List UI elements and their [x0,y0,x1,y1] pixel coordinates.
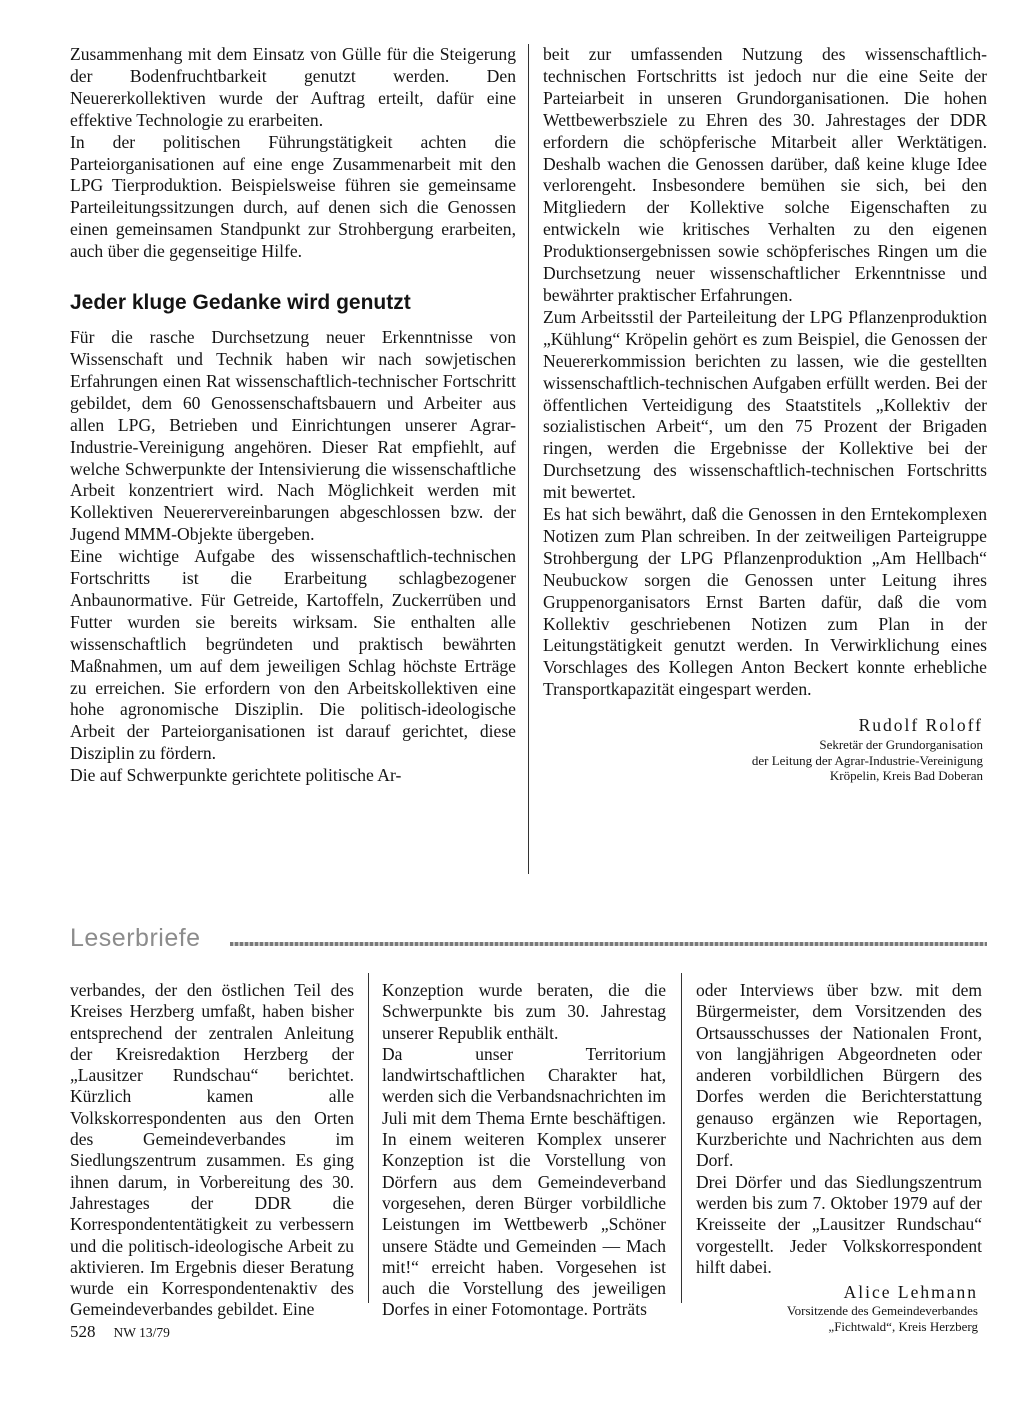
paragraph: Eine wichtige Aufgabe des wissenschaftlich-technischen Fortschritts ist die Erarbeitung schlagbezogener Anbaunormative. Für Getreide, Kartoffeln, Zuckerrüben und Futter wurden sie bereits wirksam. Sie enthalten alle wissenschaftlich begründeten und praktisch bewährten Maßnahmen, um auf dem jeweiligen Schlag höchste Erträge zu erreichen. Sie erfordern von den Arbeitskollektiven eine hohe agronomische Disziplin. Die politisch-ideologische Arbeit der Parteiorganisationen ist darauf gerichtet, diese Disziplin zu fördern. [70,546,516,764]
page-footer [70,1322,170,1342]
paragraph: Zusammenhang mit dem Einsatz von Gülle für die Steigerung der Bodenfruchtbarkeit genutzt werden. Den Neuererkollektiven wurde der Auftrag erteilt, dafür eine effektive Technologie zu erarbeiten. [70,44,516,130]
letters-column-1 [70,980,354,1321]
paragraph: Drei Dörfer und das Siedlungszentrum werden bis zum 7. Oktober 1979 auf der Kreisseite der „Lausitzer Rundschau“ vorgestellt. Jeder Volkskorrespondent hilft dabei. [696,1171,982,1277]
letters-column-3 [696,980,982,1334]
paragraph: Die auf Schwerpunkte gerichtete politische Ar- [70,765,402,786]
section-banner [70,924,987,954]
paragraph: Konzeption wurde beraten, die die Schwerpunkte bis zum 30. Jahrestag unserer Republik enthält. [382,980,666,1043]
letters-column-2 [382,980,666,1321]
banner-rule [230,942,987,946]
author-role-line: Sekretär der Grundorganisation [819,737,983,753]
paragraph: Es hat sich bewährt, daß die Genossen in den Erntekomplexen Notizen zum Plan schreiben. In der zeitweiligen Parteigruppe Strohbergung der LPG Pflanzenproduktion „Am Hellbach“ Neubuckow sorgen die Genossen unter Leitung ihres Gruppenorganisators Ernst Barten dafür, daß die vom Kollektiv geschriebenen Notizen zum Plan in der Leitungstätigkeit genutzt werden. In Verwirklichung eines Vorschlages des Kollegen Anton Beckert konnte erhebliche Transportkapazität eingespart werden. [543,504,987,700]
paragraph: oder Interviews über bzw. mit dem Bürgermeister, dem Vorsitzenden des Ortsausschusses der Nationalen Front, von langjährigen Abgeordneten oder anderen vorbildlichen Bürgern des Dorfes werden die Berichterstattung genauso ergänzen wie Reportagen, Kurzberichte und Nachrichten aus dem Dorf. [696,980,982,1171]
paragraph: Für die rasche Durchsetzung neuer Erkenntnisse von Wissenschaft und Technik haben wir nach sowjetischen Erfahrungen einen Rat wissenschaftlich-technischer Fortschritt gebildet, dem 60 Genossenschaftsbauern und Arbeiter aus allen LPG, Betrieben und Einrichtungen unserer Agrar-Industrie-Vereinigung angehören. Dieser Rat empfiehlt, auf welche Schwerpunkte der Intensivierung die wissenschaftliche Arbeit konzentriert wird. Nach Möglichkeit werden mit Kollektiven Neuerervereinbarungen abgeschlossen bzw. der Jugend MMM-Objekte übergeben. [70,327,516,545]
paragraph: In der politischen Führungstätigkeit achten die Parteiorganisationen auf eine enge Zusammenarbeit mit den LPG Tierproduktion. Beispielsweise führen sie gemeinsame Parteileitungssitzungen durch, auf denen sich die Genossen einen gemeinsamen Standpunkt zur Strohbergung erarbeiten, auch über die gegenseitige Hilfe. [70,131,516,262]
column-divider [681,973,682,1303]
column-divider [368,973,369,1303]
author-role-line: der Leitung der Agrar-Industrie-Vereinigung [751,752,983,768]
author-role-line: Vorsitzende des Gemeindeverbandes [786,1303,978,1319]
issue-label: NW 13/79 [113,1325,170,1340]
column-divider [528,44,529,874]
section-label: Leserbriefe [70,924,201,952]
page-number: 528 [70,1322,96,1341]
author-role-line: „Fichtwald“, Kreis Herzberg [828,1318,978,1334]
article-column-right [543,44,987,784]
section-heading: Jeder kluge Gedanke wird genutzt [70,291,411,315]
paragraph: verbandes, der den östlichen Teil des Kreises Herzberg umfaßt, haben bisher entsprechend der zentralen Anleitung der Kreisredaktion Herzberg der „Lausitzer Rundschau“ berichtet. Kürzlich kamen alle Volkskorrespondenten aus den Orten des Gemeindeverbandes im Siedlungszentrum zusammen. Es ging ihnen darum, in Vorbereitung des 30. Jahrestages der DDR die Korrespondententätigkeit zu verbessern und die politisch-ideologische Arbeit zu aktivieren. Im Ergebnis dieser Beratung wurde ein Korrespondentenaktiv des Gemeindeverbandes gebildet. Eine [70,980,354,1320]
paragraph: Zum Arbeitsstil der Parteileitung der LPG Pflanzenproduktion „Kühlung“ Kröpelin gehört es zum Beispiel, die Genossen der Neuererkommission berichten zu lassen, wie die gestellten wissenschaftlich-technischen Aufgaben erfüllt werden. Bei der öffentlichen Verteidigung des Staatstitels „Kollektiv der sozialistischen Arbeit“, um den 75 Prozent der Brigaden ringen, werden die Ergebnisse der Kollektive bei der Durchsetzung des wissenschaftlich-technischen Fortschritts mit bewertet. [543,306,987,503]
paragraph: beit zur umfassenden Nutzung des wissenschaftlich-technischen Fortschritts ist jedoch nur die eine Seite der Parteiarbeit in unseren Grundorganisationen. Die hohen Wettbewerbsziele zu Ehren des 30. Jahrestages der DDR erfordern die schöpferische Mitarbeit aller Werktätigen. Deshalb wachen die Genossen darüber, daß keine kluge Idee verlorengeht. Insbesondere bemühen sie sich, bei den Mitgliedern der Kollektive solche Eigenschaften zu entwickeln wie kritisches Verhalten zu den eigenen Produktionsergebnissen sowie schöpferisches Ringen um die Durchsetzung neuer wissenschaftlicher Erkenntnisse und bewährter praktischer Erfahrungen. [543,44,987,305]
article-author: Rudolf Roloff [858,715,983,736]
letter-author: Alice Lehmann [843,1282,978,1303]
article-column-left [70,44,516,787]
paragraph: Da unser Territorium landwirtschaftlichen Charakter hat, werden sich die Verbandsnachrichten im Juli mit dem Thema Ernte beschäftigen. In einem weiteren Komplex unserer Konzeption ist die Vorstellung von Dörfern aus dem Gemeindeverband vorgesehen, deren Bürger vorbildliche Leistungen im Wettbewerb „Schöner unsere Städte und Gemeinden — Mach mit!“ erreicht haben. Vorgesehen ist auch die Vorstellung des jeweiligen Dorfes in einer Fotomontage. Porträts [382,1043,666,1320]
author-role-line: Kröpelin, Kreis Bad Doberan [829,768,983,784]
